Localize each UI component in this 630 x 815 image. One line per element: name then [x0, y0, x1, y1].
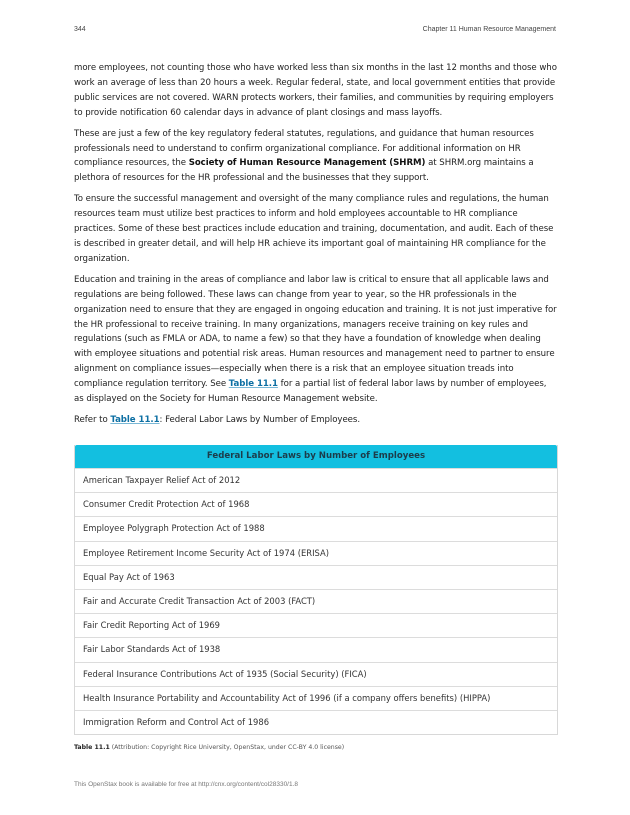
paragraph-warn: more employees, not counting those who have worked less than six months in the last 12 months and those who work an average of less than 20 hours a week. Regular federal, state, and local government entities that provide public services are not covered. WARN protects workers, their families, and communities by requiring employers to provide notification 60 calendar days in advance of plant closings and mass layoffs. [74, 63, 557, 118]
page-number: 344 [74, 26, 86, 33]
table-row: Equal Pay Act of 1963 [75, 565, 557, 589]
table-row: Employee Retirement Income Security Act of 1974 (ERISA) [75, 541, 557, 565]
table-row: Fair Credit Reporting Act of 1969 [75, 613, 557, 637]
federal-labor-laws-table [74, 445, 558, 735]
paragraph-shrm [74, 127, 558, 187]
page-header [74, 26, 556, 36]
paragraph-best-practices: To ensure the successful management and oversight of the many compliance rules and regulations, the human resources team must utilize best practices to inform and hold employees accountable to HR compliance practices. Some of these best practices include education and training, documentation, and audit. Each of these is described in greater detail, and will help HR achieve its important goal of maintaining HR compliance for the organization. [74, 194, 554, 264]
paragraph-education-text-a: Education and training in the areas of compliance and labor law is critical to ensure that all applicable laws and regulations are being followed. These laws can change from year to year, so the HR professionals in the organization need to ensure that they are engaged in ongoing education and training. It is not just imperative for the HR professional to receive training. In many organizations, managers receive training on key rules and regulations (such as FMLA or ADA, to name a few) so that they have a foundation of knowledge when dealing with employee situations and potential risk areas. Human resources and management need to partner to ensure alignment on compliance issues—especially when there is a risk that an employee situation treads into compliance regulation territory. See [74, 274, 557, 390]
paragraph-refer-text-b: : Federal Labor Laws by Number of Employees. [159, 414, 361, 425]
table-row: Federal Insurance Contributions Act of 1935 (Social Security) (FICA) [75, 662, 557, 686]
table-11-1-link-refer[interactable]: Table 11.1 [110, 414, 160, 425]
body-text [74, 61, 558, 434]
table-row: Employee Polygraph Protection Act of 1988 [75, 516, 557, 540]
paragraph-shrm-text-b: at SHRM.org maintains a plethora of resources for the HR professional and the businesses that they support. [74, 158, 534, 184]
table-row: Immigration Reform and Control Act of 1986 [75, 710, 557, 734]
table-header: Federal Labor Laws by Number of Employees [75, 445, 557, 468]
paragraph-education [74, 273, 558, 407]
table-row: Health Insurance Portability and Accountability Act of 1996 (if a company offers benefits) (HIPPA) [75, 686, 557, 710]
table-caption [74, 744, 344, 751]
paragraph-refer-text-a: Refer to [74, 414, 111, 425]
caption-label: Table 11.1 [74, 744, 110, 751]
paragraph-refer [74, 413, 558, 428]
paragraph-shrm-text-a: These are just a few of the key regulatory federal statutes, regulations, and guidance that human resources professionals need to understand to confirm organizational compliance. For additional information on HR compliance resources, the [74, 128, 534, 169]
table-row: American Taxpayer Relief Act of 2012 [75, 468, 557, 492]
page-footer: This OpenStax book is available for free at http://cnx.org/content/col28330/1.8 [74, 781, 299, 788]
shrm-bold-term: Society of Human Resource Management (SHRM) [188, 158, 426, 169]
caption-attribution: (Attribution: Copyright Rice University, OpenStax, under CC-BY 4.0 license) [109, 744, 345, 751]
table-11-1-link[interactable]: Table 11.1 [228, 379, 278, 390]
paragraph-education-text-b: for a partial list of federal labor laws by number of employees, as displayed on the Society for Human Resource Management website. [74, 379, 547, 405]
table-row: Consumer Credit Protection Act of 1968 [75, 492, 557, 516]
table-row: Fair Labor Standards Act of 1938 [75, 637, 557, 661]
table-row: Fair and Accurate Credit Transaction Act of 2003 (FACT) [75, 589, 557, 613]
chapter-title: Chapter 11 Human Resource Management [422, 26, 556, 33]
